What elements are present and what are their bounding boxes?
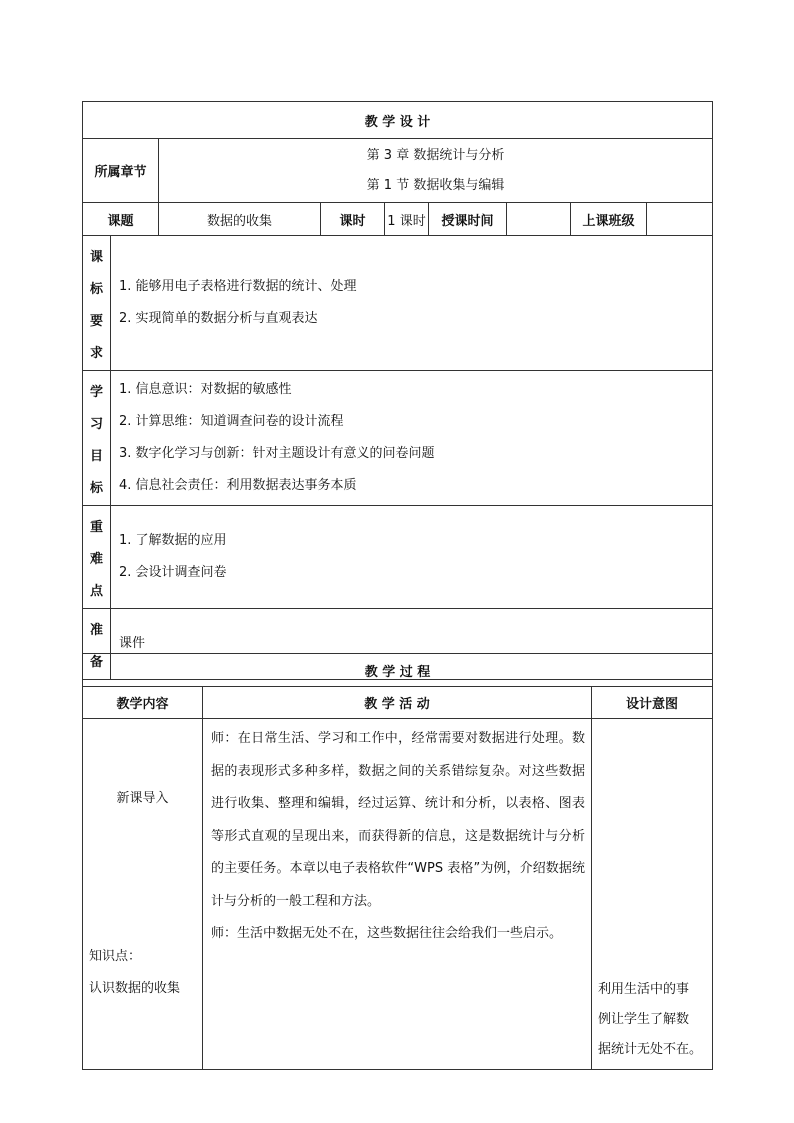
activity-paragraph-2: 师：生活中数据无处不在，这些数据往往会给我们一些启示。 [211,926,563,941]
time-label: 授课时间 [429,203,507,236]
list-item: 2. 实现简单的数据分析与直观表达 [119,311,318,326]
col-header-activity: 教 学 活 动 [203,687,592,719]
list-item: 4. 信息社会责任：利用数据表达事务本质 [119,478,357,493]
activity-cell [203,719,592,1070]
knowledge-point-value: 认识数据的收集 [89,981,181,996]
list-item: 2. 会设计调查问卷 [119,565,227,580]
list-item: 3. 数字化学习与创新：针对主题设计有意义的问卷问题 [119,446,435,461]
content-intro: 新课导入 [116,791,169,806]
time-value [507,203,571,236]
key-points-content [111,506,713,609]
intent-cell [592,719,713,1070]
col-header-content: 教学内容 [83,687,203,719]
activity-paragraph-1: 师：在日常生活、学习和工作中，经常需要对数据进行处理。数据的表现形式多种多样，数据之间的关系错综复杂。对这些数据进行收集、整理和编辑，经过运算、统计和分析，以表格、图表等形式直观的呈现出来，而获得新的信息，这是数据统计与分析的主要任务。本章以电子表格软件“WPS 表格”为例，介绍数据统计与分析的一般工程和方法。 [211,731,585,909]
standards-content [111,236,713,371]
content-cell [83,719,203,1070]
topic-label: 课题 [83,203,159,236]
hours-label: 课时 [321,203,385,236]
list-item: 1. 了解数据的应用 [119,533,227,548]
list-item: 1. 能够用电子表格进行数据的统计、处理 [119,279,357,294]
preparation-value: 课件 [119,636,146,651]
intent-line: 例让学生了解数 [598,1012,690,1027]
knowledge-point-label: 知识点： [89,949,142,964]
intent-line: 利用生活中的事 [598,982,690,997]
intent-line: 据统计无处不在。 [598,1042,703,1057]
chapter-line-1: 第 3 章 数据统计与分析 [366,147,505,163]
objectives-content [111,371,713,506]
chapter-line-2: 第 1 节 数据收集与编辑 [366,177,505,193]
objectives-label: 学 习 目 标 [83,371,111,506]
chapter-label: 所属章节 [83,139,159,203]
key-points-label: 重 难 点 [83,506,111,609]
process-title: 教 学 过 程 [83,654,713,687]
col-header-intent: 设计意图 [592,687,713,719]
list-item: 1. 信息意识：对数据的敏感性 [119,382,292,397]
lesson-design-table [82,101,713,680]
standards-label: 课 标 要 求 [83,236,111,371]
list-item: 2. 计算思维：知道调查问卷的设计流程 [119,414,344,429]
design-title: 教 学 设 计 [83,102,713,139]
class-label: 上课班级 [571,203,647,236]
chapter-value [159,139,713,203]
topic-value: 数据的收集 [159,203,321,236]
hours-value: 1 课时 [385,203,429,236]
preparation-label: 准 备 [83,609,111,680]
class-value [647,203,713,236]
teaching-process-table [82,653,713,1070]
